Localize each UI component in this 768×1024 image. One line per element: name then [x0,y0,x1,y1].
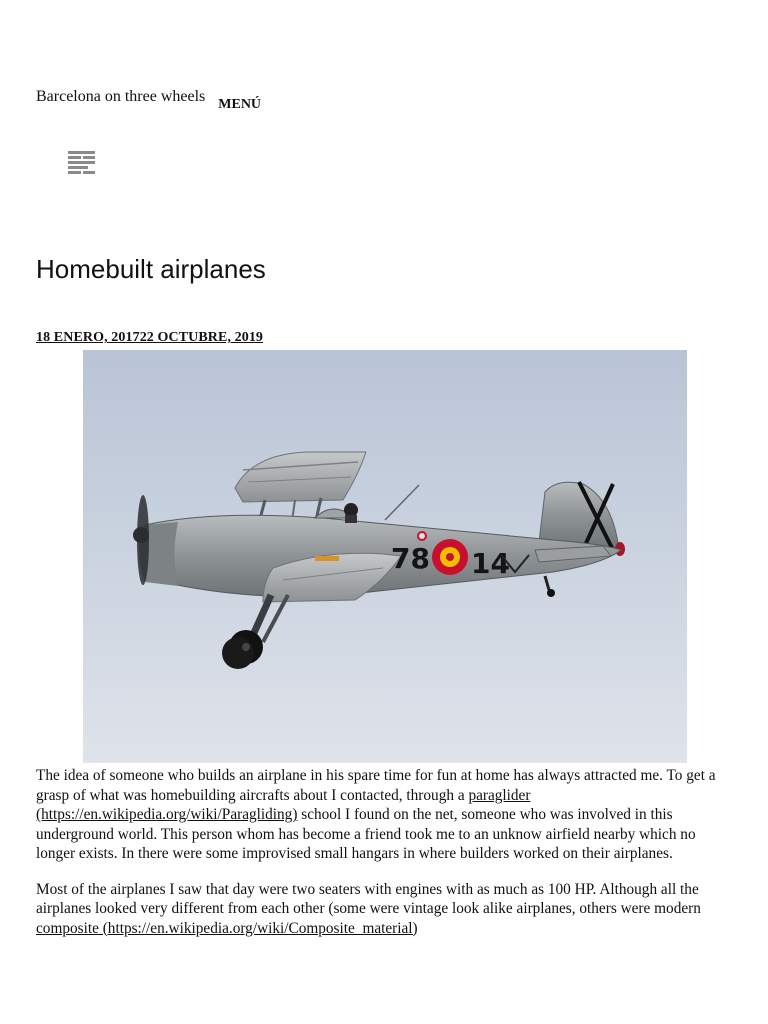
paragraph-text: The idea of someone who builds an airplane in his spare time for fun at home has always attracted me. To get a grasp of what was homebuilding aircrafts about I contacted, through a [36,767,716,804]
composite-link[interactable]: composite (https://en.wikipedia.org/wiki/Composite_material) [36,919,418,937]
plane-number-left: 78 [391,542,430,575]
widgets-toggle-button[interactable] [67,150,97,178]
paraglider-link[interactable]: paraglider (https://en.wikipedia.org/wiki/Paragliding) [36,786,531,823]
post-dates [36,330,263,346]
site-header [36,88,262,112]
paragraph-text: Most of the airplanes I saw that day were two seaters with engines with as much as 100 HP. Although all the airplanes looked very different from each other (some were vintage look alike airplanes, others were modern [36,880,701,917]
updated-date: 22 OCTUBRE, 2019 [139,330,264,345]
post-date-link[interactable] [36,330,263,345]
paragraph-text: school I found on the net, someone who was involved in this underground world. This person whom has become a friend took me to an unknow airfield nearby which no longer exists. In there were some improvised small hangars in where builders worked on their airplanes. [36,806,696,862]
featured-image [83,350,687,763]
published-date: 18 ENERO, 2017 [36,330,140,345]
post-paragraph [36,880,736,939]
plane-number-right: 14 [471,547,510,580]
text-lines-icon [67,150,97,178]
post-paragraph [36,766,736,864]
biplane-photo [83,350,687,763]
post-title: Homebuilt airplanes [36,254,266,284]
menu-button[interactable]: MENÚ [218,97,262,112]
post-content [36,766,736,954]
site-title[interactable]: Barcelona on three wheels [36,88,206,105]
